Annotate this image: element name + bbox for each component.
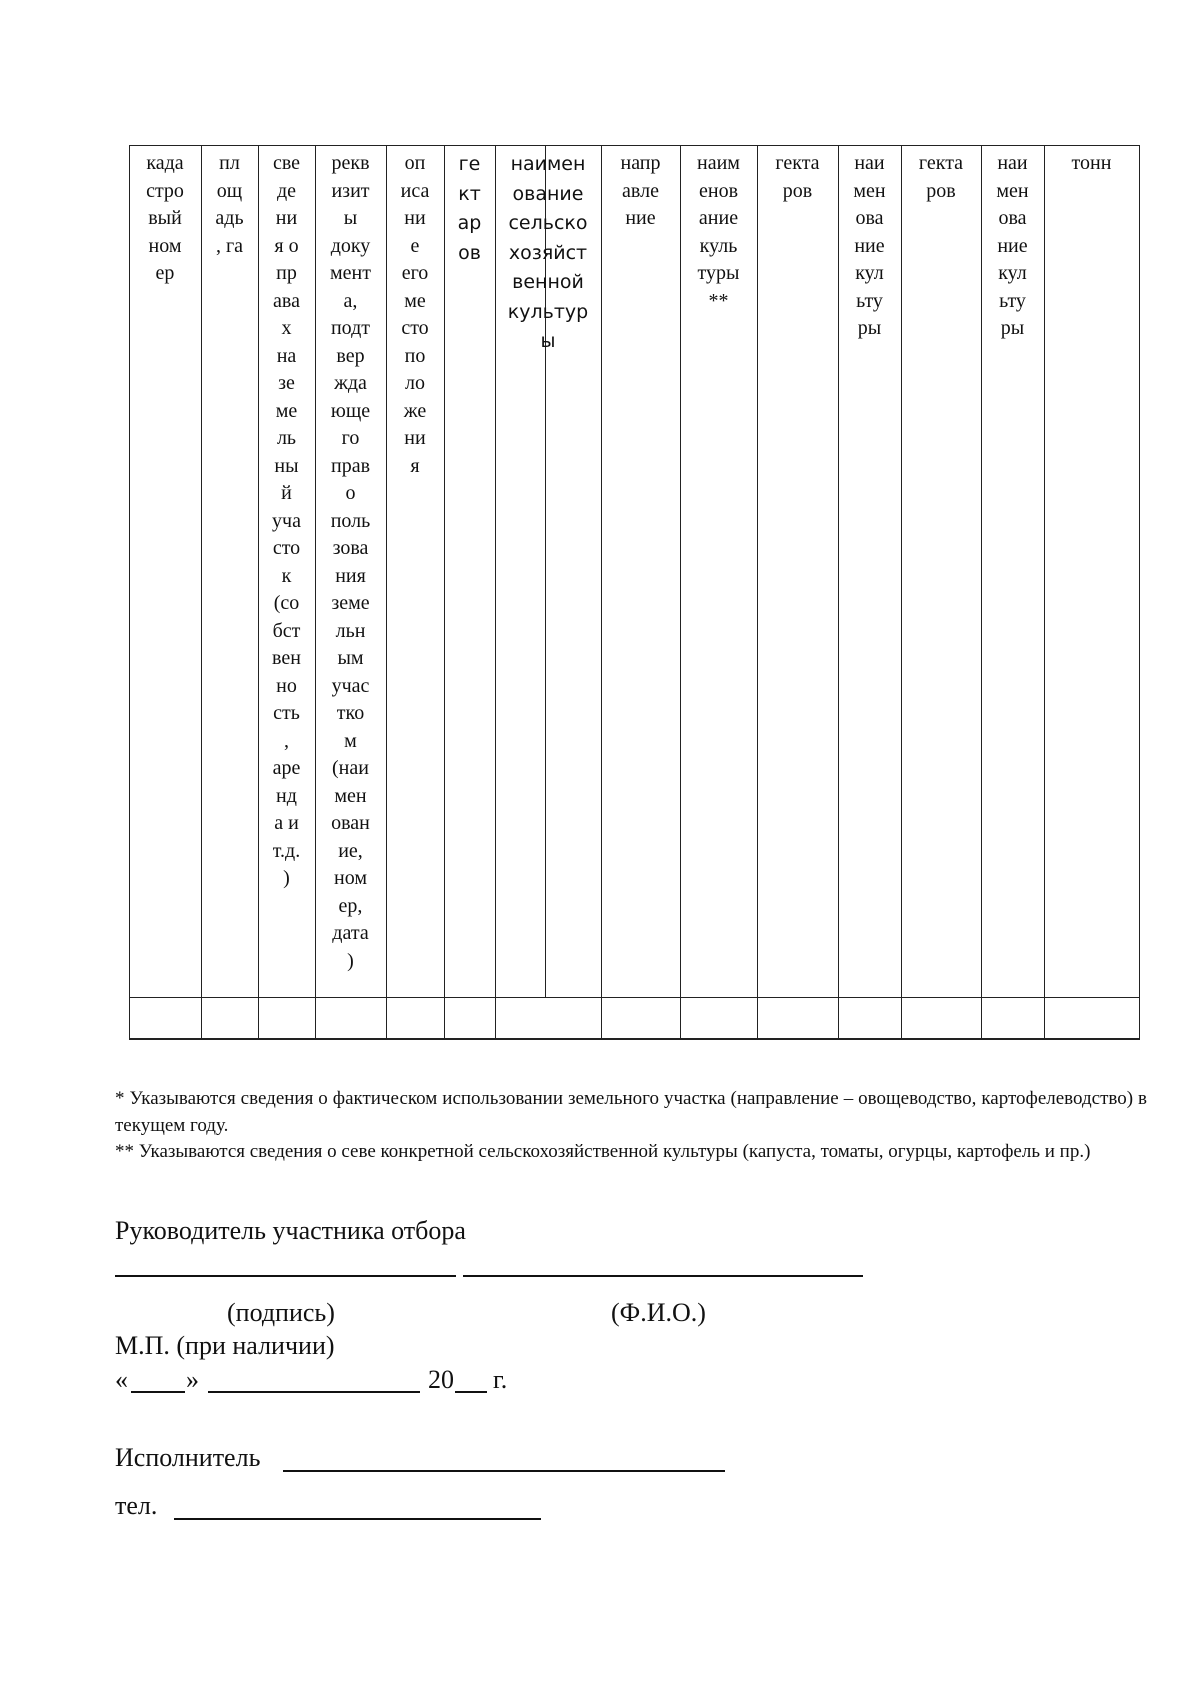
table-border-bottom	[129, 1038, 1140, 1040]
stamp-label: М.П. (при наличии)	[115, 1331, 335, 1360]
table-border-top	[129, 145, 1140, 146]
signature-line	[115, 1275, 456, 1277]
date-year-line	[455, 1391, 487, 1393]
signature-caption: (подпись)	[227, 1298, 335, 1327]
header-hectares-3: гекта ров	[918, 152, 964, 202]
header-document-details: рекв изит ы доку мент а, подт вер жда юще го прав о поль зова ния земе льн ым учас тко м (наи мен ован ие, ном ер, дата )	[330, 152, 371, 972]
date-year: 20	[428, 1365, 454, 1394]
header-land-rights: све де ни я о пр ава х на зе ме ль ны й уча сто к (со бст вен но сть , аре нд а и т.д. )	[272, 152, 301, 889]
name-line	[463, 1275, 863, 1277]
phone-line	[174, 1518, 541, 1520]
header-crop-name: наимен ование сельско хозяйст венной культур ы	[507, 153, 589, 352]
date-suffix: г.	[493, 1365, 508, 1394]
header-crop-name-2: наим енов ание куль туры **	[697, 152, 740, 312]
header-area: пл ощ адь , га	[215, 152, 244, 257]
executor-label: Исполнитель	[115, 1443, 261, 1472]
phone-label: тел.	[115, 1491, 158, 1520]
header-hectares: ге кт ар ов	[457, 153, 482, 264]
header-tonnes: тонн	[1071, 152, 1112, 174]
column-divider	[757, 145, 758, 1040]
executor-line	[283, 1470, 725, 1472]
date-day-line	[131, 1391, 185, 1393]
header-crop-name-4: наи мен ова ние кул ьту ры	[996, 152, 1029, 339]
date-close-quote: »	[186, 1365, 199, 1394]
header-direction: напр авле ние	[620, 152, 661, 229]
column-divider	[601, 145, 602, 1040]
footnote-2: ** Указываются сведения о севе конкретной сельскохозяйственной культуры (капуста, томаты, огурцы, картофель и пр.)	[115, 1141, 1091, 1162]
footnote-1: * Указываются сведения о фактическом использовании земельного участка (направление – овощеводство, картофелеводство) в текущем году.	[115, 1088, 1147, 1136]
header-hectares-2: гекта ров	[775, 152, 820, 202]
column-divider	[1044, 145, 1045, 1040]
column-divider	[901, 145, 902, 1040]
name-caption: (Ф.И.О.)	[611, 1298, 706, 1327]
header-crop-name-3: наи мен ова ние кул ьту ры	[853, 152, 886, 339]
head-label: Руководитель участника отбора	[115, 1216, 466, 1245]
date-open-quote: «	[115, 1365, 128, 1394]
header-location-description: оп иса ни е его ме сто по ло же ни я	[400, 152, 430, 477]
column-divider	[444, 145, 445, 1040]
table-border-right	[1139, 145, 1140, 1040]
column-divider	[201, 145, 202, 1040]
header-cadastral-number: када стро вый ном ер	[146, 152, 184, 284]
crop-table	[129, 145, 1140, 1040]
table-row-divider	[129, 997, 1140, 998]
date-month-line	[208, 1391, 420, 1393]
